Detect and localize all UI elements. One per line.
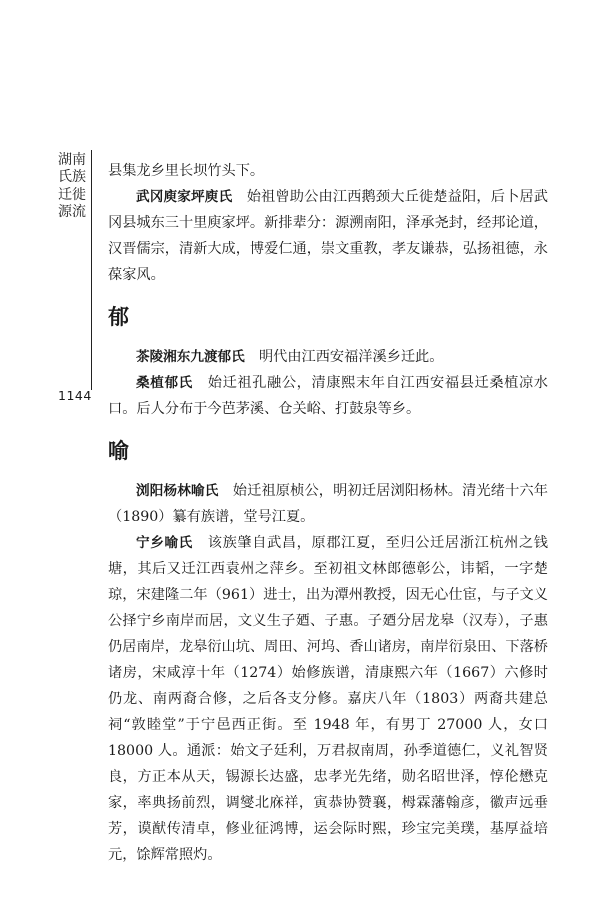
paragraph-continuation: 县集龙乡里长坝竹头下。 (108, 163, 265, 179)
paragraph-text: 始迁祖原桢公，明初迁居浏阳杨林。清光绪十六年（1890）纂有族谱，堂号江夏。 (108, 483, 548, 525)
paragraph-text: 始迁祖孔融公，清康熙末年自江西安福县迁桑植凉水口。后人分布于今芭茅溪、仓关峪、打鼓泉等乡。 (108, 375, 548, 417)
clan-name: 宁乡喻氏 (136, 535, 193, 551)
paragraph (108, 184, 548, 288)
surname-heading: 郁 (108, 305, 129, 329)
sidebar-divider (91, 150, 92, 390)
paragraph (108, 344, 548, 370)
clan-name: 浏阳杨林喻氏 (136, 483, 219, 499)
paragraph-text: 该族肇自武昌，原郡江夏，至归公迁居浙江杭州之钱塘，其后又迁江西袁州之萍乡。至初祖文林郎德彰公，讳韬，一字楚琼，宋建隆二年（961）进士，出为潭州教授，因无心仕宦，与子文义公择宁乡南岸而居，文义生子廼、子惠。子廼分居龙皋（汉寿），子惠仍居南岸，龙皋衍山坑、周田、河坞、香山诸房，南岸衍泉田、下落桥诸房，宋咸淳十年（1274）始修族谱，清康熙六年（1667）六修时仍龙、南两裔合修，之后各支分修。嘉庆八年（1803）两裔共建总祠“敦睦堂”于宁邑西正街。至 1948 年，有男丁 27000 人，女口 18000 人。通派：始文子廷利，万君叔南周，孙季道德仁，义礼智贤良，方正本从天，锡源长达盛，忠孝光先绪，勋名昭世泽，惇伦懋克家，率典扬前烈，调燮北庥祥，寅恭协赞襄，栂霖藩翰彦，徽声远垂芳，谟猷传清卓，修业征鸿博，运会际时熙，珍宝完美璞，基厚益培元，馀辉常照灼。 (108, 535, 548, 863)
running-header-title: 湖南氏族迁徙源流 (58, 152, 86, 221)
paragraph (108, 530, 548, 868)
clan-name: 桑植郁氏 (136, 375, 193, 391)
surname-heading: 喻 (108, 439, 129, 463)
paragraph-text: 始祖曾助公由江西鹅颈大丘徙楚益阳，后卜居武冈县城东三十里庾家坪。新排辈分：源溯南阳，泽承尧封，经邦论道，汉晋儒宗，清新大成，博爱仁通，崇文重教，孝友谦恭，弘扬祖德，永葆家风。 (108, 189, 548, 283)
paragraph-text: 明代由江西安福洋溪乡迁此。 (258, 349, 444, 365)
clan-name: 茶陵湘东九渡郁氏 (136, 349, 245, 365)
paragraph (108, 478, 548, 530)
page-number: 1144 (58, 388, 92, 403)
clan-name: 武冈庾家坪庾氏 (136, 189, 233, 205)
body-text (108, 158, 548, 868)
paragraph (108, 370, 548, 422)
